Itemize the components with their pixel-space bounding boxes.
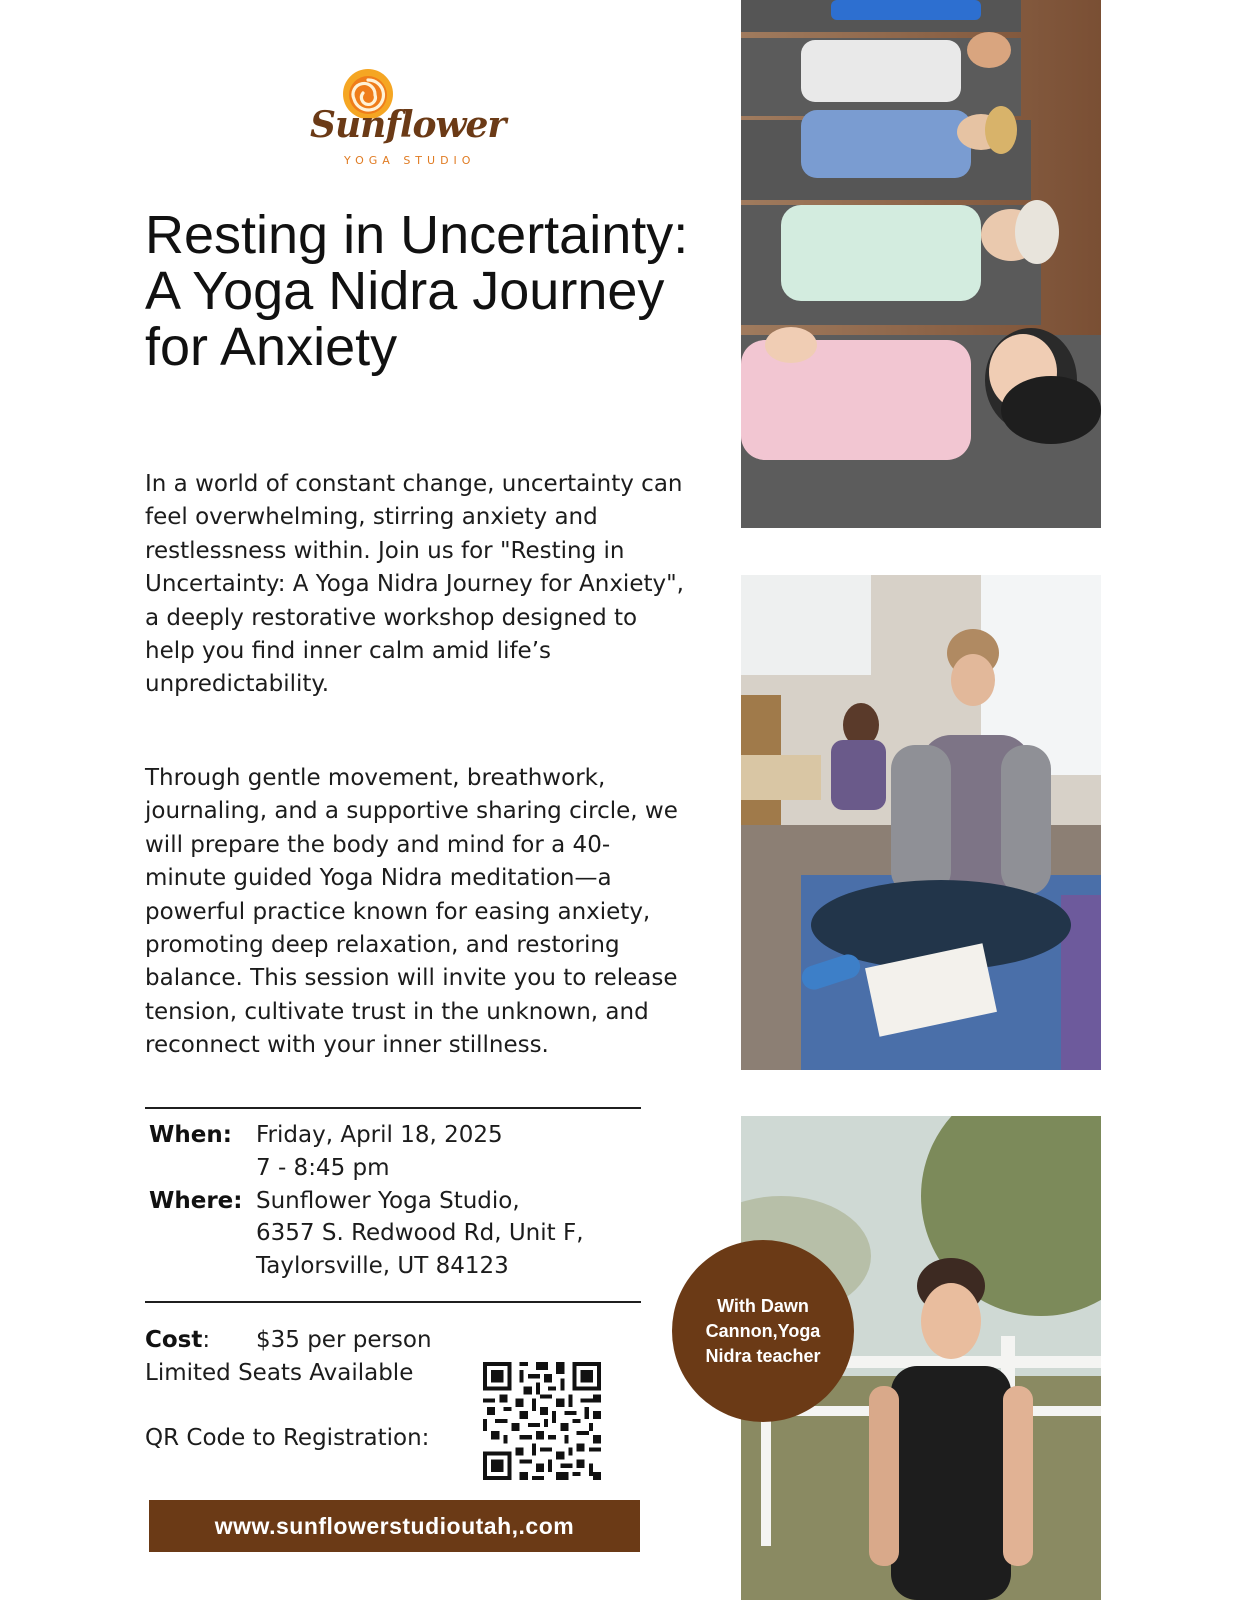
- teacher-badge: With Dawn Cannon,Yoga Nidra teacher: [672, 1240, 854, 1422]
- cost-label-group: [145, 1327, 210, 1353]
- divider-bottom: [145, 1301, 641, 1303]
- venue-street: 6357 S. Redwood Rd, Unit F,: [256, 1220, 584, 1246]
- event-date: Friday, April 18, 2025: [256, 1122, 503, 1148]
- group-relaxation-photo: [741, 0, 1101, 528]
- qr-label: QR Code to Registration:: [145, 1425, 430, 1451]
- journaling-photo: [741, 575, 1101, 1070]
- cost-colon: :: [202, 1327, 211, 1353]
- venue-city: Taylorsville, UT 84123: [256, 1253, 509, 1279]
- event-title: Resting in Uncertainty: A Yoga Nidra Journey for Anxiety: [145, 205, 689, 377]
- where-label: Where:: [149, 1188, 243, 1214]
- divider-top: [145, 1107, 641, 1109]
- website-link[interactable]: www.sunflowerstudioutah,.com: [149, 1500, 640, 1552]
- when-label: When:: [149, 1122, 232, 1148]
- cost-value: $35 per person: [256, 1327, 432, 1353]
- event-time: 7 - 8:45 pm: [256, 1155, 390, 1181]
- studio-logo: [310, 68, 506, 172]
- details-paragraph: Through gentle movement, breathwork, journaling, and a supportive sharing circle, we will prepare the body and mind for a 40-minute guided Yoga Nidra meditation—a powerful practice known for easing anxiety, promoting deep relaxation, and restoring balance. This session will invite you to release tension, cultivate trust in the unknown, and reconnect with your inner stillness.: [145, 765, 678, 1059]
- intro-paragraph: In a world of constant change, uncertainty can feel overwhelming, stirring anxiety and restlessness within. Join us for "Resting in Uncertainty: A Yoga Nidra Journey for Anxiety", a deeply restorative workshop designed to help you find inner calm amid life’s unpredictability.: [145, 471, 684, 698]
- venue-name: Sunflower Yoga Studio,: [256, 1188, 520, 1214]
- logo-subtitle: YOGA STUDIO: [344, 154, 476, 167]
- logo-wordmark: Sunflower: [310, 104, 506, 146]
- seats-note: Limited Seats Available: [145, 1360, 414, 1386]
- registration-qr-code[interactable]: [483, 1362, 601, 1480]
- cost-label: Cost: [145, 1327, 203, 1353]
